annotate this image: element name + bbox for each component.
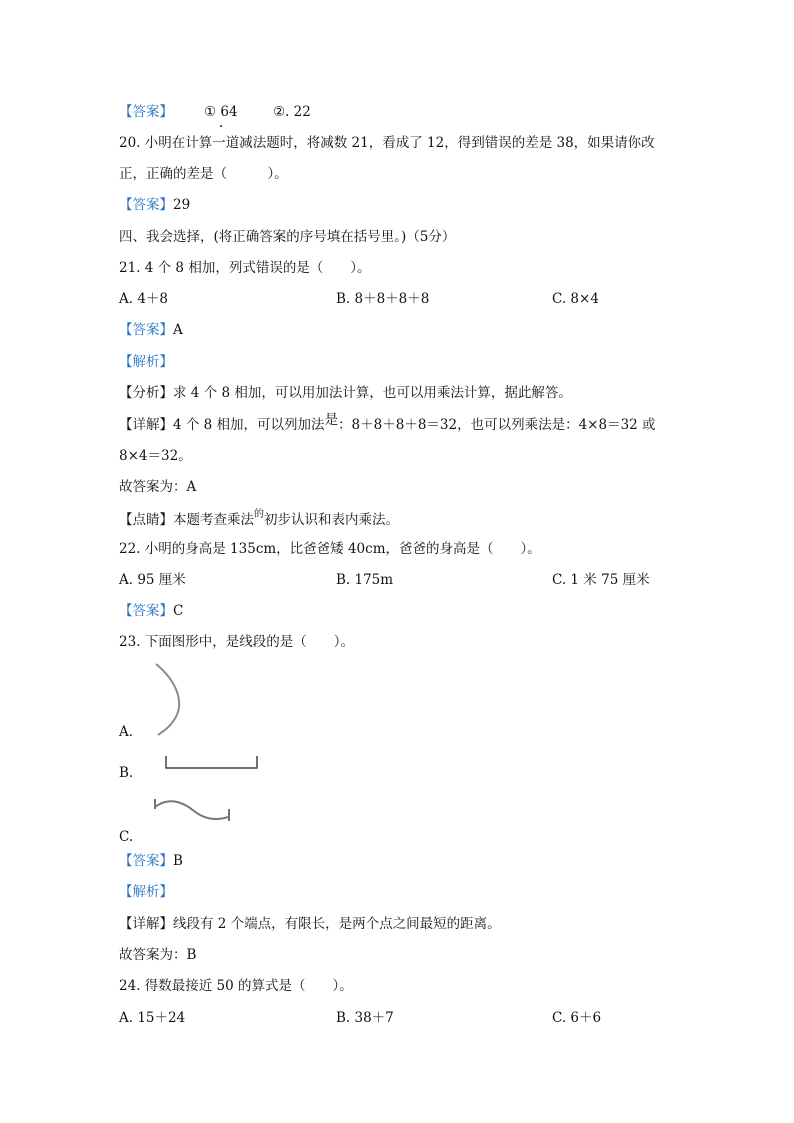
q23-label-b: B. — [119, 765, 134, 781]
figure-b-segment — [162, 752, 262, 774]
q24-stem: 24. 得数最接近 50 的算式是（ ）。 — [119, 978, 353, 994]
dianjing-tag: 【点睛】 — [119, 512, 173, 528]
q22-option-a: A. 95 厘米 — [119, 572, 186, 588]
stray-dot — [220, 125, 222, 127]
answer-value: C — [173, 603, 184, 619]
q23-stem: 23. 下面图形中，是线段的是（ ）。 — [119, 634, 355, 650]
q20-answer — [119, 196, 190, 214]
jiexi-tag: 【解析】 — [119, 884, 173, 900]
xiangjie-superscript: 是 — [324, 412, 339, 428]
answer-part-2: ②. 22 — [273, 104, 311, 120]
answer-tag: 【答案】 — [119, 603, 173, 619]
fenxi-tag: 【分析】 — [119, 385, 173, 401]
q23-jiexi — [119, 883, 173, 901]
answer-part-1: ① 64 — [204, 104, 238, 120]
q23-xiangjie — [119, 915, 501, 933]
figure-a-curve — [150, 662, 190, 742]
xiangjie-text-1b: ：8＋8＋8＋8＝32，也可以列乘法是：4×8＝32 或 — [338, 417, 656, 433]
dianjing-text-2: 初步认识和表内乘法。 — [264, 512, 399, 528]
jiexi-tag: 【解析】 — [119, 354, 173, 370]
q21-jiexi — [119, 353, 173, 371]
fenxi-text: 求 4 个 8 相加，可以用加法计算，也可以用乘法计算，据此解答。 — [173, 385, 572, 401]
q20-stem-line1: 20. 小明在计算一道减法题时，将减数 21，看成了 12，得到错误的差是 38，如果请你改 — [119, 135, 655, 151]
answer-value: B — [173, 853, 183, 869]
q22-option-b: B. 175m — [336, 572, 394, 588]
q21-stem: 21. 4 个 8 相加，列式错误的是（ ）。 — [119, 260, 371, 276]
q22-option-c: C. 1 米 75 厘米 — [552, 572, 650, 588]
xiangjie-text-1: 4 个 8 相加，可以列加法 — [173, 417, 325, 433]
figure-c-wave — [150, 795, 240, 827]
q22-answer — [119, 602, 183, 620]
q20-stem-line2: 正，正确的差是（ ）。 — [119, 166, 288, 182]
q24-option-c: C. 6＋6 — [552, 1010, 602, 1026]
xiangjie-tag: 【详解】 — [119, 916, 173, 932]
dianjing-superscript: 的 — [254, 509, 264, 520]
q23-answer — [119, 852, 183, 870]
dianjing-text-1: 本题考查乘法 — [173, 512, 254, 528]
q23-label-c: C. — [119, 829, 134, 845]
q21-xiangjie — [119, 412, 656, 434]
xiangjie-text: 线段有 2 个端点，有限长，是两个点之间最短的距离。 — [173, 916, 501, 932]
q21-answer — [119, 321, 183, 339]
q23-label-a: A. — [119, 724, 134, 740]
q24-option-b: B. 38＋7 — [336, 1010, 394, 1026]
q24-option-a: A. 15＋24 — [119, 1010, 186, 1026]
q21-option-a: A. 4＋8 — [119, 291, 169, 307]
answer-tag: 【答案】 — [119, 322, 173, 338]
q21-option-b: B. 8＋8＋8＋8 — [336, 291, 430, 307]
answer-tag: 【答案】 — [119, 104, 173, 120]
answer-line-top — [119, 103, 173, 121]
q22-stem: 22. 小明的身高是 135cm，比爸爸矮 40cm，爸爸的身高是（ ）。 — [119, 541, 541, 557]
q23-guda: 故答案为：B — [119, 947, 197, 963]
q21-fenxi — [119, 384, 572, 402]
xiangjie-tag: 【详解】 — [119, 417, 173, 433]
answer-value: A — [173, 322, 183, 338]
q21-dianjing — [119, 511, 399, 531]
q21-option-c: C. 8×4 — [552, 291, 599, 307]
answer-tag: 【答案】 — [119, 197, 173, 213]
section-heading: 四、我会选择，(将正确答案的序号填在括号里。)（5分） — [119, 229, 456, 245]
answer-tag: 【答案】 — [119, 853, 173, 869]
answer-value: 29 — [173, 197, 191, 213]
q21-xiangjie-line2: 8×4＝32。 — [119, 448, 192, 464]
q21-guda: 故答案为：A — [119, 479, 197, 495]
